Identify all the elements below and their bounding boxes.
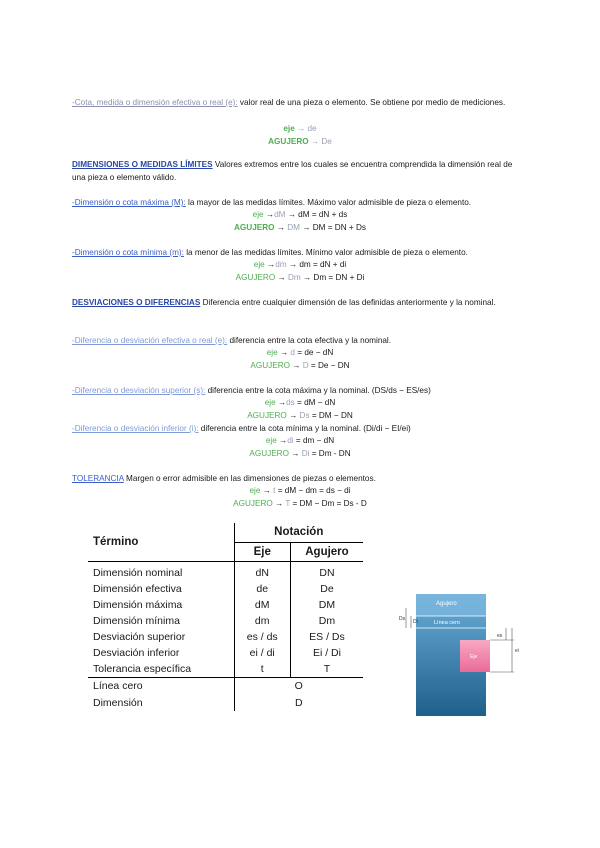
table-row: Dimensión mínima dm Dm: [88, 613, 363, 629]
formula-eje-de: eje → de: [283, 124, 317, 133]
heading-desviacion-inferior[interactable]: -Diferencia o desviación inferior (i):: [72, 424, 199, 433]
paragraph-tolerancia: TOLERANCIA Margen o error admisible en las dimensiones de piezas o elementos.: [72, 474, 376, 483]
label-es: es: [497, 633, 503, 639]
formula-agujero-T: AGUJERO → T = DM − Dm = Ds - D: [233, 499, 367, 508]
formula-eje-dm: eje →dm → dm = dN + di: [253, 260, 347, 269]
heading-cota-maxima[interactable]: -Dimensión o cota máxima (M):: [72, 198, 186, 207]
table-row: Línea cero O: [88, 677, 363, 694]
heading-medidas-limites[interactable]: DIMENSIONES O MEDIDAS LÍMITES: [72, 160, 213, 169]
formula-agujero-Ds: AGUJERO → Ds = DM − DN: [247, 411, 353, 420]
table-row: Dimensión efectiva de De: [88, 581, 363, 597]
heading-tolerancia[interactable]: TOLERANCIA: [72, 474, 124, 483]
formula-eje-t: eje → t = dM − dm = ds − di: [249, 486, 351, 495]
formula-agujero-DM: AGUJERO → DM → DM = DN + Ds: [234, 223, 366, 232]
label-ei: ei: [515, 648, 519, 654]
notation-table: [88, 523, 363, 711]
paragraph-cota-minima: -Dimensión o cota mínima (m): la menor de las medidas límites. Mínimo valor admisible de pieza o elemento.: [72, 248, 468, 257]
formula-agujero-D: AGUJERO → D = De − DN: [250, 361, 350, 370]
label-agujero: Agujero: [436, 601, 457, 607]
heading-desviaciones[interactable]: DESVIACIONES O DIFERENCIAS: [72, 298, 201, 307]
label-eje: Eje: [470, 654, 478, 660]
header-agujero: Agujero: [290, 542, 363, 561]
heading-desviacion-efectiva[interactable]: -Diferencia o desviación efectiva o real (e):: [72, 336, 228, 345]
label-di: Di: [413, 619, 418, 625]
tolerance-diagram: [380, 590, 525, 720]
formula-eje-dM: eje →dM → dM = dN + ds: [252, 210, 348, 219]
table-row: Desviación inferior ei / di Ei / Di: [88, 645, 363, 661]
label-ds: Ds: [399, 616, 406, 622]
table-row: Dimensión nominal dN DN: [88, 565, 363, 581]
paragraph-desviacion-inferior: -Diferencia o desviación inferior (i): diferencia entre la cota mínima y la nominal. (Di/di − EI/ei): [72, 424, 411, 433]
header-termino: Término: [88, 523, 234, 561]
formula-agujero-Dm: AGUJERO → Dm → Dm = DN + Di: [235, 273, 365, 282]
header-notacion: Notación: [234, 523, 363, 542]
paragraph-cota-efectiva: -Cota, medida o dimensión efectiva o real (e): valor real de una pieza o elemento. Se obtiene por medio de mediciones.: [72, 98, 506, 107]
formula-agujero-Di: AGUJERO → Di = Dm - DN: [249, 449, 351, 458]
header-eje: Eje: [234, 542, 290, 561]
formula-agujero-de: AGUJERO → De: [268, 137, 332, 146]
heading-cota-efectiva[interactable]: -Cota, medida o dimensión efectiva o real (e):: [72, 98, 238, 107]
paragraph-desviaciones: DESVIACIONES O DIFERENCIAS Diferencia entre cualquier dimensión de las definidas anteriormente y la nominal.: [72, 298, 496, 307]
paragraph-cota-maxima: -Dimensión o cota máxima (M): la mayor de las medidas límites. Máximo valor admisible de pieza o elemento.: [72, 198, 472, 207]
table-row: Dimensión máxima dM DM: [88, 597, 363, 613]
paragraph-medidas-limites: DIMENSIONES O MEDIDAS LÍMITES Valores extremos entre los cuales se encuentra comprendida la dimensión real de una pieza o elemento válido.: [72, 160, 513, 182]
paragraph-desviacion-efectiva: -Diferencia o desviación efectiva o real (e): diferencia entre la cota efectiva y la nominal.: [72, 336, 392, 345]
table-row: Desviación superior es / ds ES / Ds: [88, 629, 363, 645]
formula-eje-ds: eje →ds = dM − dN: [264, 398, 336, 407]
heading-desviacion-superior[interactable]: -Diferencia o desviación superior (s):: [72, 386, 206, 395]
formula-eje-d: eje → d = de − dN: [266, 348, 334, 357]
paragraph-desviacion-superior: -Diferencia o desviación superior (s): diferencia entre la cota máxima y la nominal. (DS/ds − ES/es): [72, 386, 431, 395]
table-row: Tolerancia específica t T: [88, 661, 363, 677]
heading-cota-minima[interactable]: -Dimensión o cota mínima (m):: [72, 248, 184, 257]
formula-eje-di: eje →di = dm − dN: [265, 436, 335, 445]
label-linea-cero: Línea cero: [434, 620, 460, 626]
table-row: Dimensión D: [88, 694, 363, 711]
